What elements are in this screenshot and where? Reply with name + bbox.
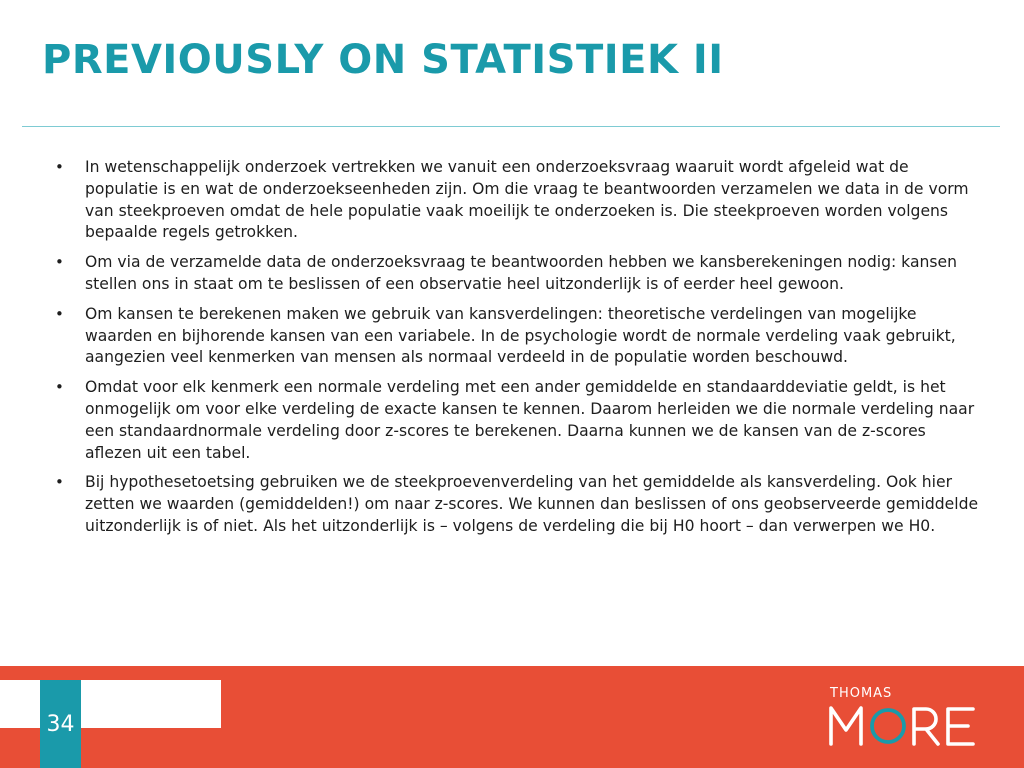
page-number: 34 — [46, 712, 75, 737]
slide-title: PREVIOUSLY ON STATISTIEK II — [42, 37, 724, 83]
footer-white-box — [0, 680, 221, 728]
page-number-badge — [40, 680, 81, 768]
bullet-item — [52, 472, 982, 537]
bullet-dot-icon: • — [55, 304, 64, 323]
bullet-text: Bij hypothesetoetsing gebruiken we de steekproevenverdeling van het gemiddelde als kansverdeling. Ook hier zetten we waarden (gemiddelden!) om naar z-scores. We kunnen dan beslissen of ons geobserveerde gemiddelde uitzonderlijk is of niet. Als het uitzonderlijk is – volgens de verdeling die bij H0 hoort – dan verwerpen we H0. — [85, 473, 979, 535]
bullet-list — [52, 157, 982, 546]
thomas-more-logo — [828, 686, 978, 748]
bullet-dot-icon: • — [55, 253, 64, 272]
bullet-text: In wetenschappelijk onderzoek vertrekken we vanuit een onderzoeksvraag waaruit wordt afgeleid wat de populatie is en wat de onderzoekseenheden zijn. Om die vraag te beantwoorden verzamelen we data in de vorm van steekproeven omdat de hele populatie vaak moeilijk te onderzoeken is. Die steekproeven worden volgens bepaalde regels getrokken. — [85, 158, 969, 242]
bullet-dot-icon: • — [55, 473, 64, 492]
logo-top-text: THOMAS — [830, 686, 893, 701]
bullet-text: Om kansen te berekenen maken we gebruik van kansverdelingen: theoretische verdelingen van mogelijke waarden en bijhorende kansen van een variabele. In de psychologie wordt de normale verdeling vaak gebruikt, aangezien veel kenmerken van mensen als normaal verdeeld in de populatie worden beschouwd. — [85, 304, 956, 367]
bullet-item — [52, 252, 982, 296]
bullet-item — [52, 157, 982, 244]
bullet-item — [52, 304, 982, 369]
bullet-dot-icon: • — [55, 378, 64, 397]
logo-more-wordmark — [828, 704, 978, 748]
bullet-text: Omdat voor elk kenmerk een normale verdeling met een ander gemiddelde en standaarddeviatie geldt, is het onmogelijk om voor elke verdeling de exacte kansen te kennen. Daarom herleiden we die normale verdeling naar een standaardnormale verdeling door z-scores te berekenen. Daarna kunnen we de kansen van de z-scores aflezen uit een tabel. — [85, 378, 975, 462]
bullet-text: Om via de verzamelde data de onderzoeksvraag te beantwoorden hebben we kansberekeningen nodig: kansen stellen ons in staat om te beslissen of een observatie heel uitzonderlijk is of eerder heel gewoon. — [85, 253, 957, 293]
bullet-item — [52, 377, 982, 464]
bullet-dot-icon: • — [55, 158, 64, 176]
title-divider — [22, 126, 1000, 127]
